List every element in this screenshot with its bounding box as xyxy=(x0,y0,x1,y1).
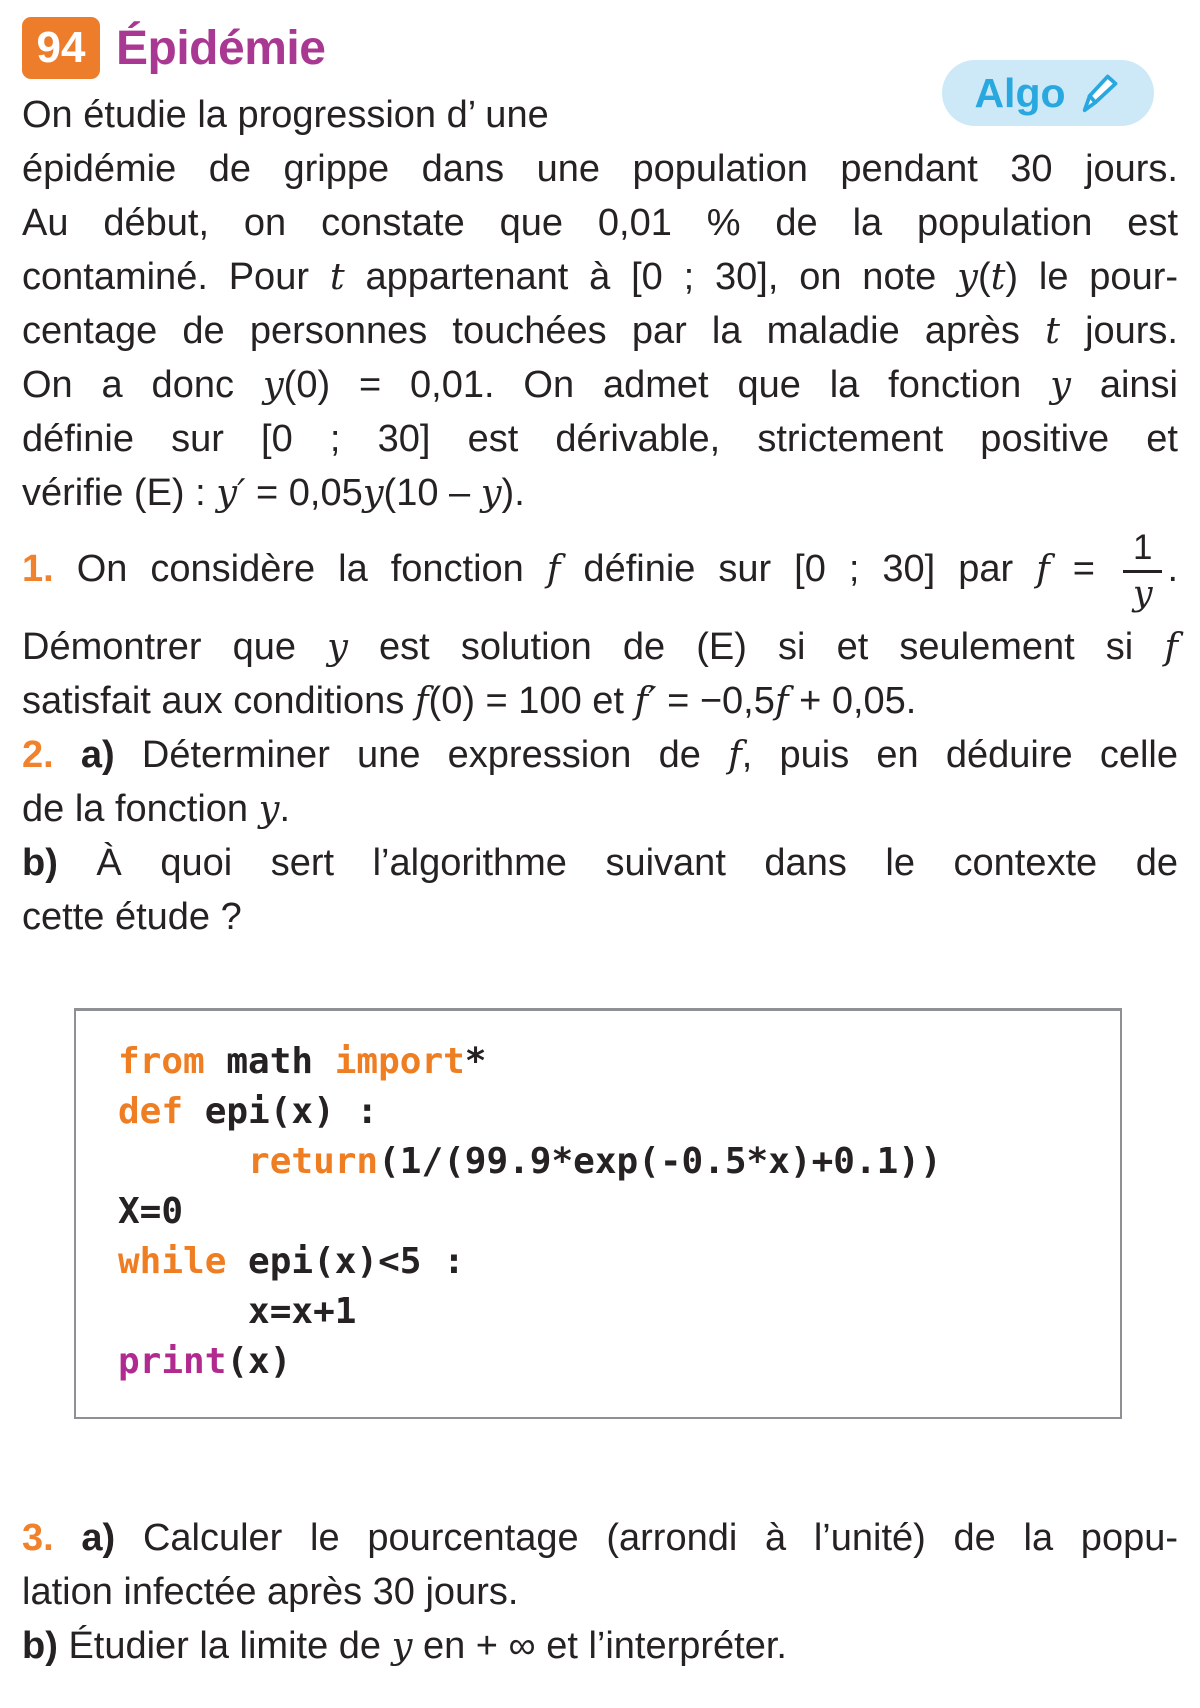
code-lines xyxy=(118,1037,1100,1387)
text-segment: epi(x)<5 : xyxy=(226,1241,465,1283)
text-line xyxy=(22,782,1178,836)
text-segment: t xyxy=(990,255,1006,298)
text-segment: while xyxy=(118,1241,227,1283)
text-segment: Au début, on constate que 0,01 % de la population est xyxy=(22,202,1178,244)
fraction-numerator: 1 xyxy=(1123,530,1162,573)
text-segment: cette étude ? xyxy=(22,896,242,939)
text-segment: x=x+1 xyxy=(118,1291,357,1333)
text-segment: from xyxy=(118,1041,205,1083)
text-segment: (x) xyxy=(226,1341,292,1383)
text-segment: = xyxy=(1049,548,1118,591)
text-segment: (0) = 100 et xyxy=(428,680,635,723)
text-line xyxy=(22,1619,1178,1673)
algorithm-code-block xyxy=(74,1008,1122,1419)
text-segment: appartenant à [0 ; 30], on note xyxy=(344,256,958,298)
text-segment: + 0,05. xyxy=(788,680,917,723)
text-segment: 2. xyxy=(22,734,81,777)
text-segment: Calculer le pourcentage (arrondi à l’unité) de la popu- xyxy=(142,1517,1178,1560)
fraction xyxy=(1123,530,1162,612)
text-segment: = 0,05 xyxy=(245,472,363,514)
text-segment: y′ xyxy=(216,471,246,514)
text-segment: . xyxy=(1167,548,1179,591)
algo-badge xyxy=(942,60,1154,126)
question-3-text xyxy=(22,1511,1178,1673)
text-segment: On a donc xyxy=(22,364,263,406)
text-line xyxy=(22,250,1178,304)
exercise-statement-text xyxy=(22,88,1178,944)
text-segment xyxy=(118,1141,248,1182)
text-segment: y xyxy=(957,255,978,298)
exercise-title: Épidémie xyxy=(116,21,326,75)
text-line xyxy=(22,1511,1178,1565)
algo-badge-label: Algo xyxy=(974,69,1066,116)
text-segment: f xyxy=(774,679,789,723)
text-line xyxy=(22,412,1178,466)
pen-icon xyxy=(1076,70,1122,116)
code-line xyxy=(118,1187,1100,1237)
text-segment: epi(x) : xyxy=(183,1091,379,1133)
text-segment: import xyxy=(334,1041,465,1083)
text-segment: 3. xyxy=(22,1517,82,1560)
text-segment: en + ∞ et l’interpréter. xyxy=(412,1625,787,1668)
text-line xyxy=(22,196,1178,250)
text-segment: (10 – xyxy=(383,472,481,514)
exercise-number-badge: 94 xyxy=(22,17,100,79)
code-line xyxy=(118,1137,1100,1187)
text-line xyxy=(22,520,1178,620)
text-segment: print xyxy=(118,1341,227,1383)
text-segment: y xyxy=(1050,363,1071,406)
text-segment: ainsi xyxy=(1070,364,1178,406)
text-segment: t xyxy=(329,255,345,298)
text-segment: contaminé. Pour xyxy=(22,256,330,298)
text-segment: À quoi sert l’algorithme suivant dans le contexte de xyxy=(96,842,1178,885)
text-line xyxy=(22,88,722,142)
text-segment: * xyxy=(464,1041,487,1083)
text-segment: math xyxy=(204,1041,335,1083)
text-segment: satisfait aux conditions xyxy=(22,680,415,723)
text-segment: jours. xyxy=(1059,310,1178,352)
code-line xyxy=(118,1237,1100,1287)
text-segment: (0) = 0,01. On admet que la fonction xyxy=(283,364,1051,406)
text-segment: ( xyxy=(977,256,991,298)
text-segment: On étudie la progression d’ une xyxy=(22,94,549,136)
text-segment: On considère la fonction xyxy=(76,548,547,591)
text-segment: f xyxy=(1036,547,1050,591)
text-line xyxy=(22,836,1178,890)
text-segment: y xyxy=(480,471,502,514)
text-segment: y xyxy=(262,363,284,406)
text-segment: b) xyxy=(22,1625,69,1668)
text-line xyxy=(22,142,1178,196)
text-segment: f′ xyxy=(634,679,657,723)
text-segment: de la fonction xyxy=(22,788,259,831)
text-segment: Déterminer une expression de xyxy=(141,734,729,777)
text-segment: a) xyxy=(81,1517,143,1560)
text-segment: f xyxy=(546,547,561,591)
text-segment: . xyxy=(279,788,290,831)
text-segment: (1/(99.9*exp(-0.5*x)+0.1)) xyxy=(378,1141,942,1183)
text-segment: définie sur [0 ; 30] est dérivable, strictement positive et xyxy=(22,418,1178,460)
text-segment: def xyxy=(118,1091,184,1133)
text-segment: f xyxy=(728,733,742,777)
text-segment: return xyxy=(248,1141,379,1183)
text-segment: y xyxy=(258,787,280,831)
code-line xyxy=(118,1287,1100,1337)
text-segment: X=0 xyxy=(118,1191,184,1233)
code-line xyxy=(118,1087,1100,1137)
text-segment: Étudier la limite de xyxy=(68,1625,392,1668)
text-segment: b) xyxy=(22,842,97,885)
text-segment: ) le pour- xyxy=(1005,256,1179,298)
text-segment: lation infectée après 30 jours. xyxy=(22,1571,519,1614)
text-segment: f xyxy=(414,679,429,723)
code-line xyxy=(118,1037,1100,1087)
text-line xyxy=(22,674,1178,728)
text-line xyxy=(22,620,1178,674)
text-segment: t xyxy=(1045,309,1060,352)
text-segment: f xyxy=(1164,625,1178,669)
text-line xyxy=(22,728,1178,782)
text-segment: est solution de (E) si et seulement si xyxy=(347,626,1165,669)
text-segment: ). xyxy=(501,472,525,514)
text-segment: Démontrer que xyxy=(22,626,328,669)
text-segment: = −0,5 xyxy=(656,680,775,723)
text-line xyxy=(22,1565,1178,1619)
text-segment: a) xyxy=(80,734,142,777)
text-segment: , puis en déduire celle xyxy=(741,734,1179,777)
fraction-denominator: y xyxy=(1132,573,1153,614)
code-line xyxy=(118,1337,1100,1387)
text-line xyxy=(22,466,1178,520)
text-segment: vérifie (E) : xyxy=(22,472,217,514)
text-line xyxy=(22,358,1178,412)
text-segment: définie sur [0 ; 30] par xyxy=(560,548,1037,591)
text-segment: 1. xyxy=(22,548,77,591)
text-segment: y xyxy=(391,1624,413,1668)
text-segment: y xyxy=(362,471,384,514)
text-segment: y xyxy=(327,625,348,669)
text-line xyxy=(22,890,1178,944)
text-segment: centage de personnes touchées par la maladie après xyxy=(22,310,1046,352)
text-line xyxy=(22,304,1178,358)
text-segment: épidémie de grippe dans une population pendant 30 jours. xyxy=(22,148,1178,190)
